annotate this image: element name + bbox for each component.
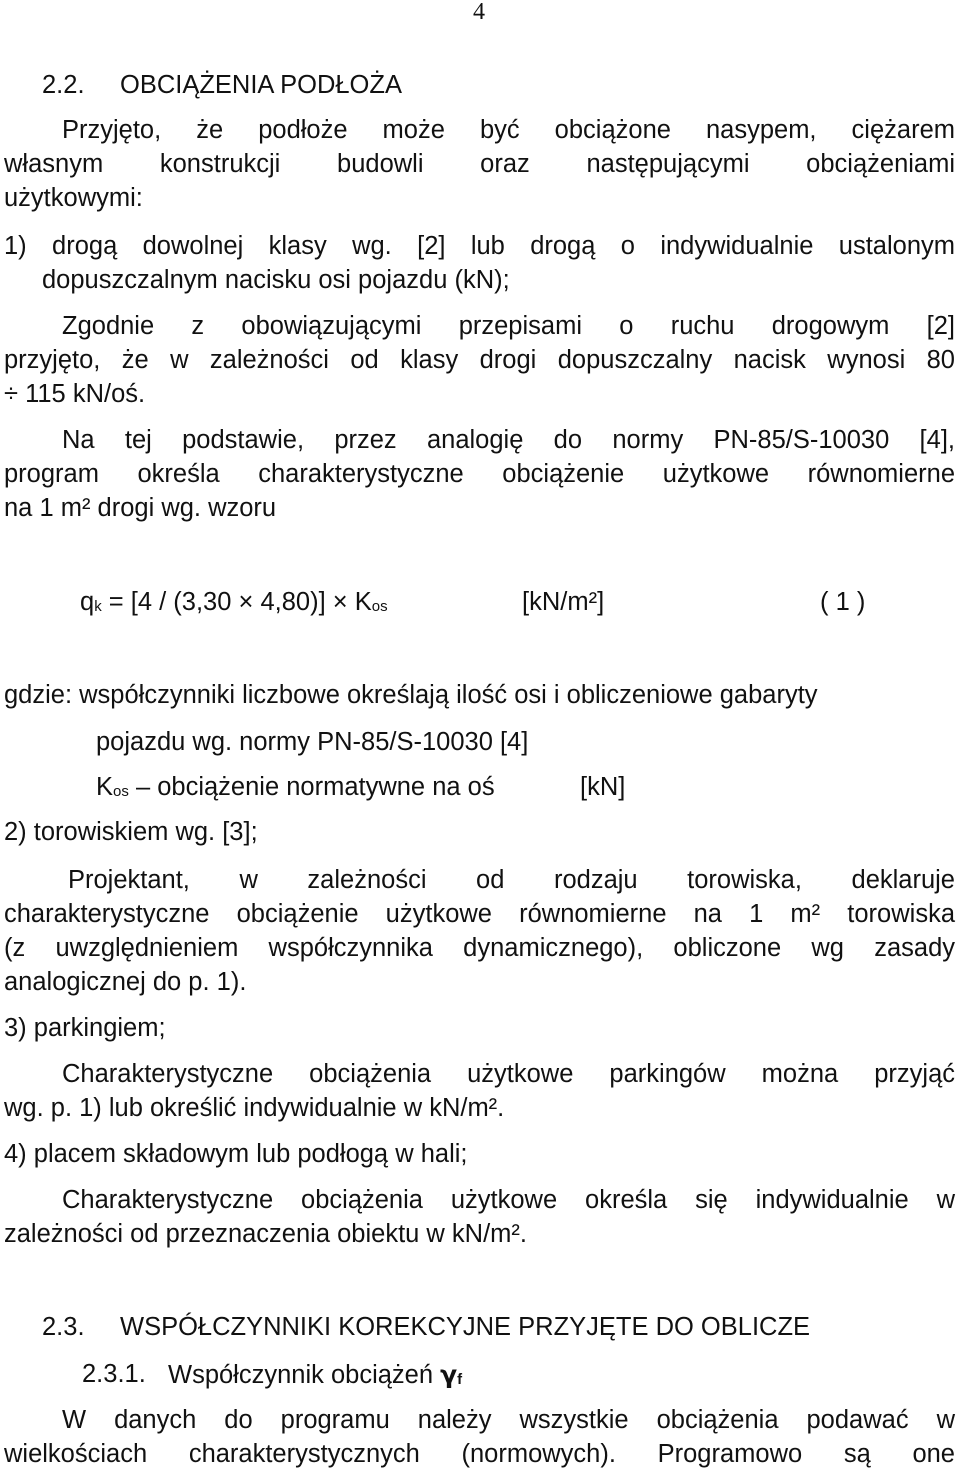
- kos-symbol: K: [96, 773, 114, 801]
- text-line: własnym konstrukcji budowli oraz następującymi obciążeniami: [4, 150, 955, 178]
- text-line: Zgodnie z obowiązującymi przepisami o ruchu drogowym [2]: [62, 312, 955, 340]
- gamma-subscript: f: [457, 1371, 463, 1388]
- formula-unit: [kN/m²]: [522, 588, 605, 616]
- kos-definition: [96, 775, 495, 801]
- text-line: zależności od przeznaczenia obiektu w kN/m².: [4, 1220, 527, 1248]
- text-line: przyjęto, że w zależności od klasy drogi dopuszczalny nacisk wynosi 80: [4, 346, 955, 374]
- text-line: Projektant, w zależności od rodzaju torowiska, deklaruje: [68, 866, 955, 894]
- formula-number: ( 1 ): [820, 588, 866, 616]
- section-title: WSPÓŁCZYNNIKI KOREKCYJNE PRZYJĘTE DO OBLICZE: [120, 1313, 811, 1341]
- section-number: 2.3.: [42, 1313, 85, 1341]
- gamma-symbol: γ: [440, 1360, 458, 1389]
- kos-text: – obciążenie normatywne na oś: [128, 773, 495, 801]
- text-line: wg. p. 1) lub określić indywidualnie w kN/m².: [4, 1094, 505, 1122]
- text-line: dopuszczalnym nacisku osi pojazdu (kN);: [42, 266, 510, 294]
- formula-k-subscript: os: [371, 598, 388, 615]
- text-line: analogicznej do p. 1).: [4, 968, 247, 996]
- text-line: Charakterystyczne obciążenia użytkowe określa się indywidualnie w: [62, 1186, 955, 1214]
- list-item-4: 4) placem składowym lub podłogą w hali;: [4, 1140, 468, 1168]
- formula-expression: [80, 590, 388, 616]
- text-line: W danych do programu należy wszystkie obciążenia podawać w: [62, 1406, 955, 1434]
- section-number: 2.3.1.: [82, 1360, 146, 1388]
- text-line: Na tej podstawie, przez analogię do normy PN-85/S-10030 [4],: [62, 426, 955, 454]
- list-item-3: 3) parkingiem;: [4, 1014, 166, 1042]
- text-line: program określa charakterystyczne obciążenie użytkowe równomierne: [4, 460, 955, 488]
- kos-unit: [kN]: [580, 773, 626, 801]
- text-line: Przyjęto, że podłoże może być obciążone nasypem, ciężarem: [62, 116, 955, 144]
- formula-q: q: [80, 588, 95, 616]
- text-line: Charakterystyczne obciążenia użytkowe parkingów można przyjąć: [62, 1060, 955, 1088]
- text-line: 1) drogą dowolnej klasy wg. [2] lub drogą o indywidualnie ustalonym: [4, 232, 955, 260]
- text-line: (z uwzględnieniem współczynnika dynamicznego), obliczone wg zasady: [4, 934, 955, 962]
- formula-body: = [4 / (3,30 × 4,80)] × K: [101, 588, 372, 616]
- section-title: [168, 1362, 462, 1389]
- section-title-text: Współczynnik obciążeń: [168, 1361, 441, 1389]
- list-item-2: 2) torowiskiem wg. [3];: [4, 818, 258, 846]
- kos-subscript: os: [113, 783, 129, 800]
- section-number: 2.2.: [42, 71, 85, 99]
- text-line: ÷ 115 kN/oś.: [4, 380, 146, 408]
- text-line: wielkościach charakterystycznych (normowych). Programowo są one: [4, 1440, 955, 1468]
- text-line: gdzie: współczynniki liczbowe określają ilość osi i obliczeniowe gabaryty: [4, 681, 818, 709]
- text-line: na 1 m² drogi wg. wzoru: [4, 494, 277, 522]
- section-title: OBCIĄŻENIA PODŁOŻA: [120, 71, 402, 99]
- page-number: 4: [473, 0, 485, 25]
- text-line: pojazdu wg. normy PN-85/S-10030 [4]: [96, 728, 529, 756]
- text-line: charakterystyczne obciążenie użytkowe równomierne na 1 m² torowiska: [4, 900, 955, 928]
- text-line: użytkowymi:: [4, 184, 143, 212]
- formula-q-subscript: k: [94, 598, 102, 615]
